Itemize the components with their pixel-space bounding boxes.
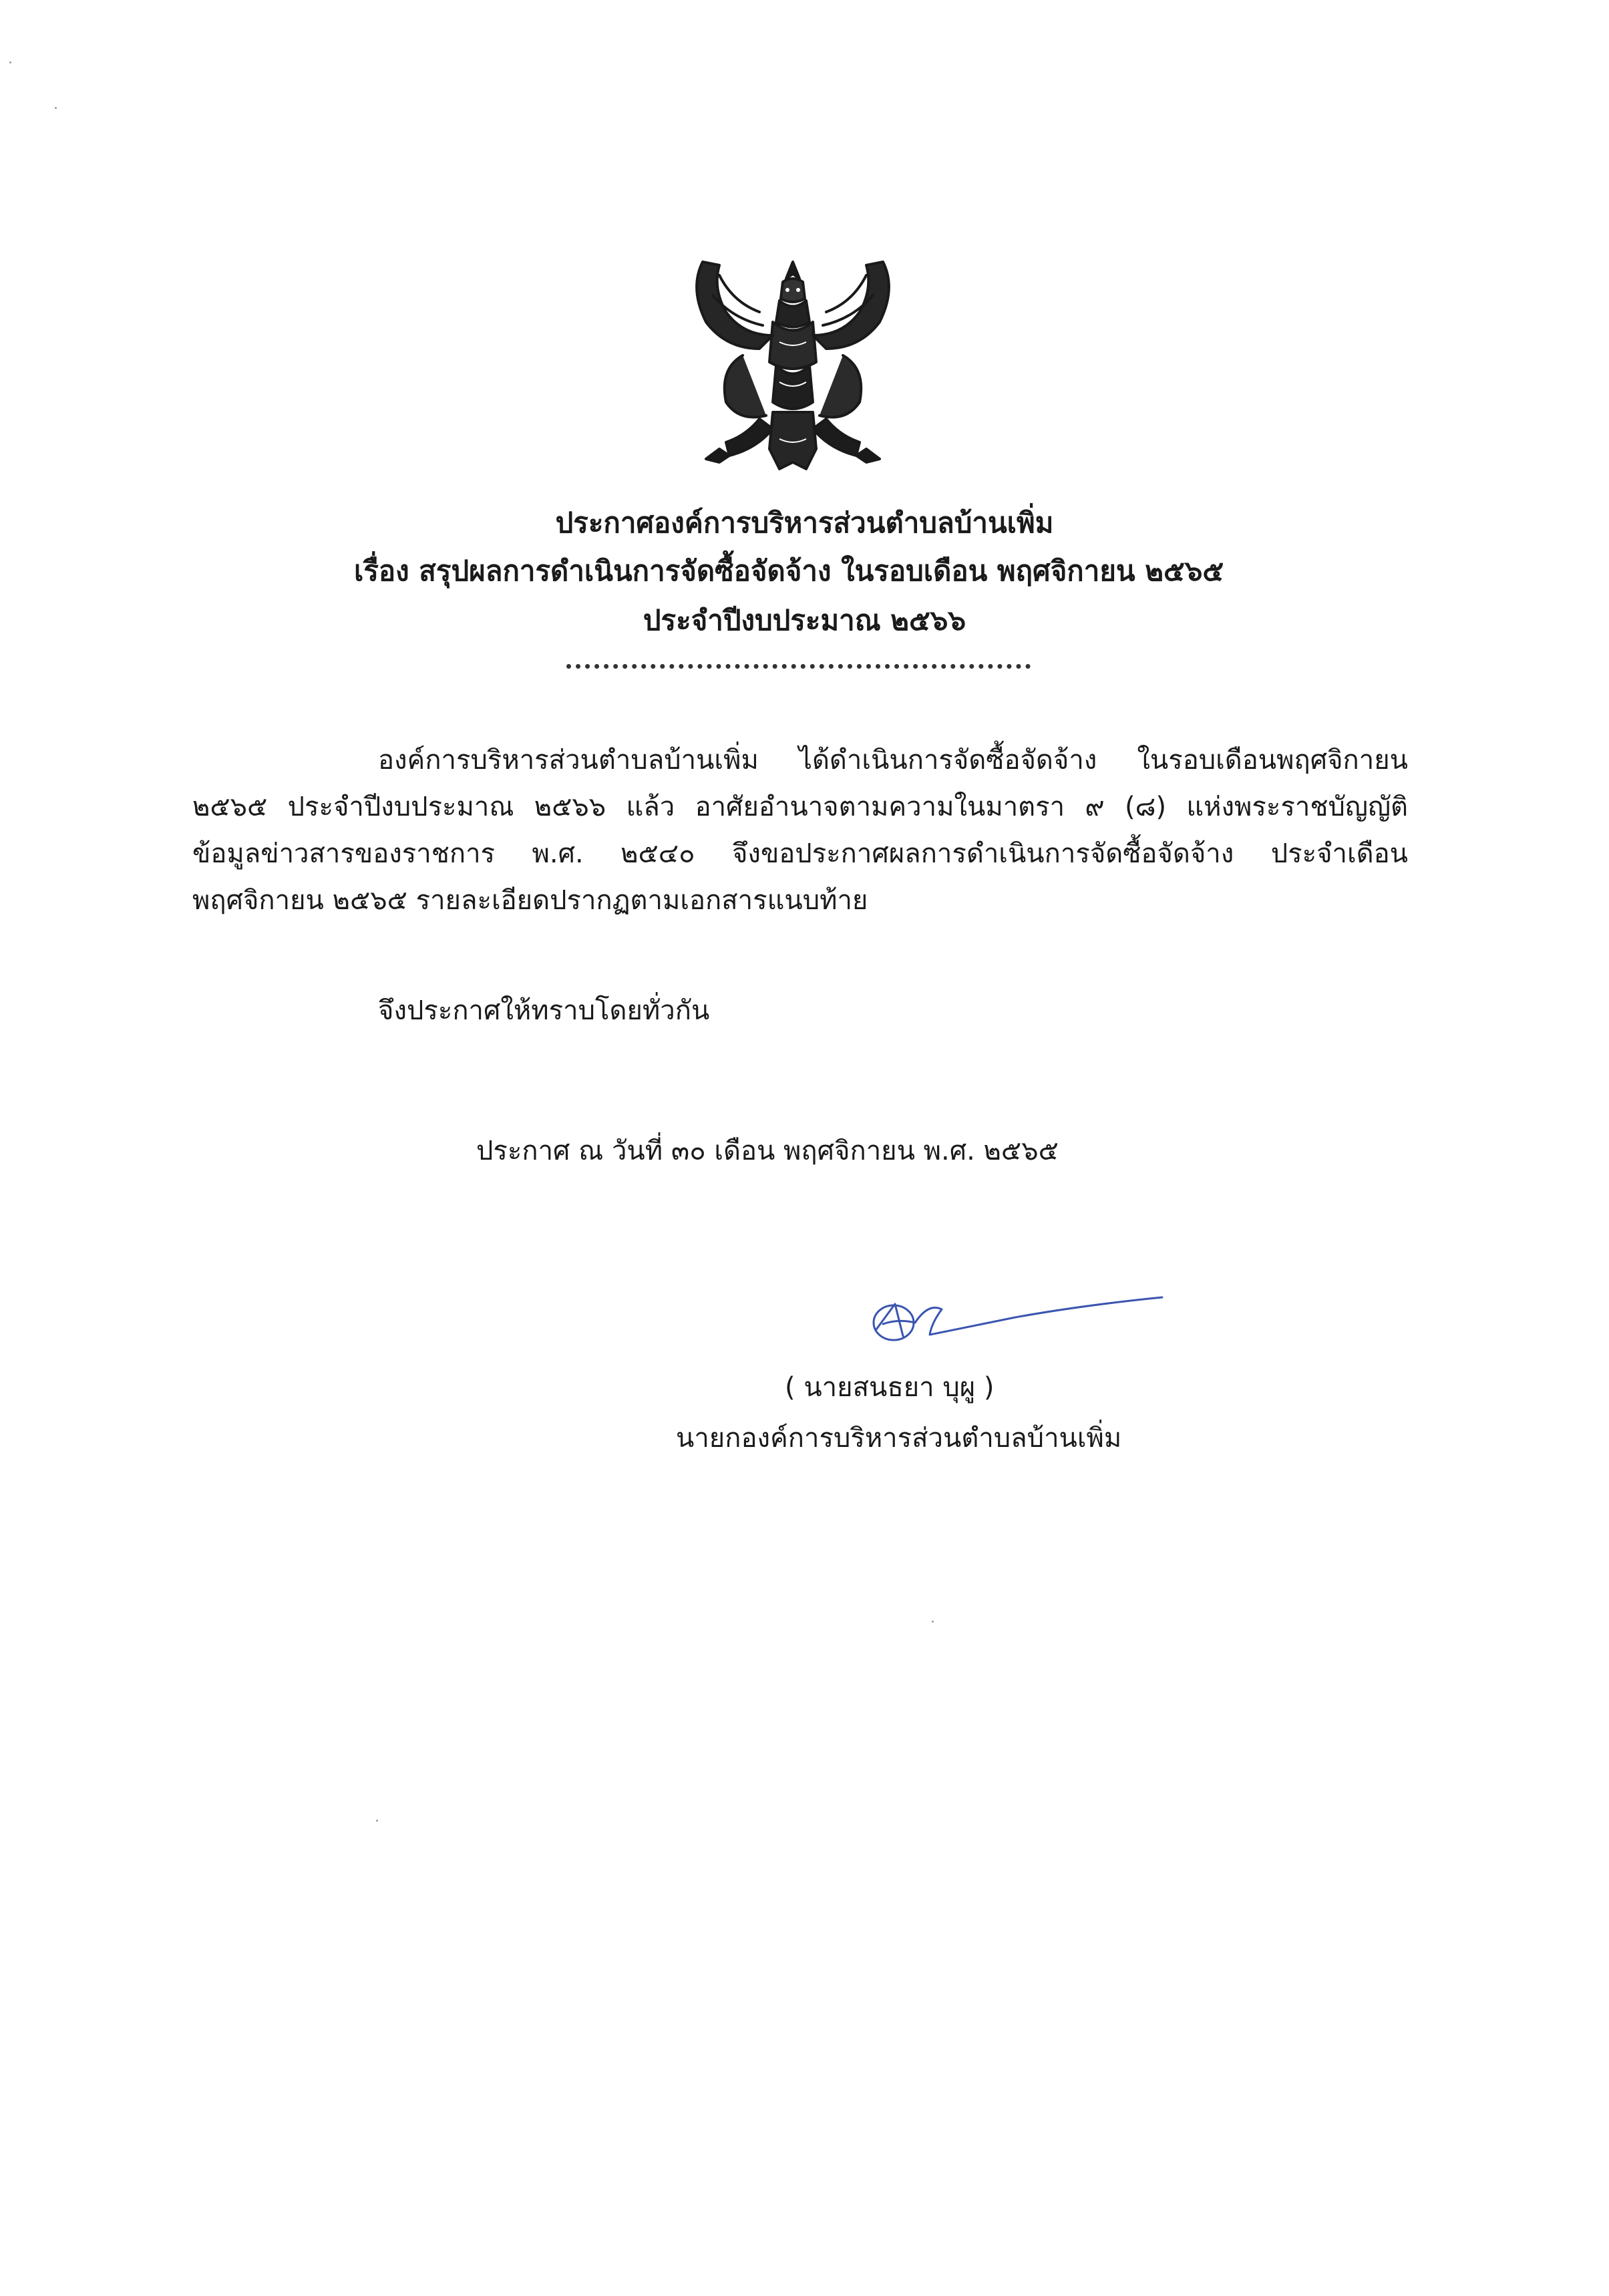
body-line-1: องค์การบริหารส่วนตำบลบ้านเพิ่ม ได้ดำเนินการจัดซื้อจัดจ้าง ในรอบเดือนพฤศจิกายน xyxy=(378,745,1408,776)
signer-name: ( นายสนธยา บุผู ) xyxy=(785,1372,995,1403)
signer-position: นายกองค์การบริหารส่วนตำบลบ้านเพิ่ม xyxy=(676,1423,1122,1454)
announcement-date: ประกาศ ณ วันที่ ๓๐ เดือน พฤศจิกายน พ.ศ. ๒๕๖๕ xyxy=(476,1136,1059,1166)
handwritten-signature xyxy=(868,1289,1169,1349)
body-line-2: ๒๕๖๕ ประจำปีงบประมาณ ๒๕๖๖ แล้ว อาศัยอำนาจตามความในมาตรา ๙ (๘) แห่งพระราชบัญญัติ xyxy=(192,792,1408,822)
dotted-divider xyxy=(566,664,1031,669)
body-line-3: ข้อมูลข่าวสารของราชการ พ.ศ. ๒๕๔๐ จึงขอประกาศผลการดำเนินการจัดซื้อจัดจ้าง ประจำเดือน xyxy=(192,838,1408,869)
closing-statement: จึงประกาศให้ทราบโดยทั่วกัน xyxy=(378,995,710,1026)
title-line-2: เรื่อง สรุปผลการดำเนินการจัดซื้อจัดจ้าง ในรอบเดือน พฤศจิกายน ๒๕๖๕ xyxy=(354,554,1224,587)
body-paragraph xyxy=(192,737,1408,924)
scan-speck xyxy=(376,1820,378,1822)
scan-speck xyxy=(9,61,11,63)
garuda-emblem-icon xyxy=(679,249,906,479)
body-line-4: พฤศจิกายน ๒๕๖๕ รายละเอียดปรากฏตามเอกสารแนบท้าย xyxy=(192,885,868,916)
scan-speck xyxy=(55,107,57,109)
title-line-1: ประกาศองค์การบริหารส่วนตำบลบ้านเพิ่ม xyxy=(555,506,1054,539)
scan-speck xyxy=(932,1621,934,1623)
title-line-3: ประจำปีงบประมาณ ๒๕๖๖ xyxy=(643,604,966,637)
